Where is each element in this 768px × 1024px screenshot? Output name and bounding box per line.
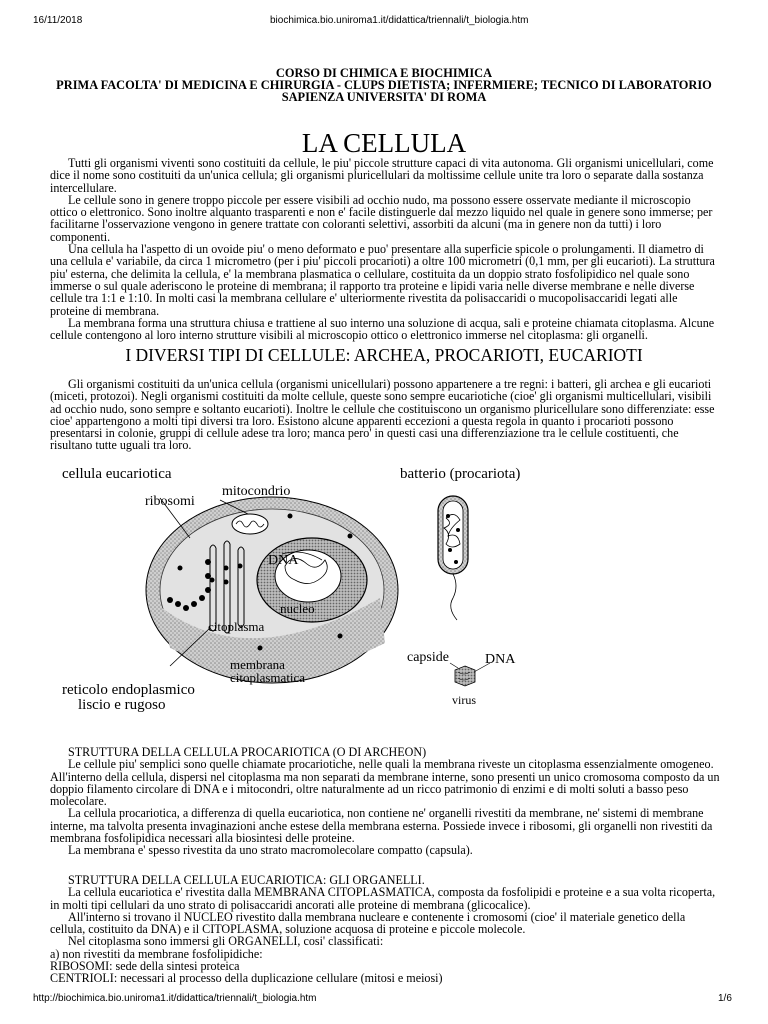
eukaryote-paragraph-3: Nel citoplasma sono immersi gli ORGANELLI, cosi' classificati: (68, 934, 384, 949)
eukaryote-section (50, 874, 720, 985)
label-membrane-1: membrana (230, 657, 285, 672)
eukaryotic-cell-drawing (146, 497, 398, 683)
organelle-line-2: RIBOSOMI: sede della sintesi proteica (50, 959, 240, 974)
section-subtitle: I DIVERSI TIPI DI CELLULE: ARCHEA, PROCARIOTI, EUCARIOTI (125, 345, 643, 365)
intro-section (50, 157, 720, 341)
types-section (50, 378, 720, 452)
label-er-2: liscio e rugoso (78, 697, 166, 713)
prokaryote-section (50, 746, 720, 857)
bacterium-drawing (438, 496, 468, 620)
prokaryote-paragraph-3: La membrana e' spesso rivestita da uno strato macromolecolare compatto (capsula). (68, 843, 473, 858)
organelle-line-3: CENTRIOLI: necessari al processo della duplicazione cellulare (mitosi e meiosi) (50, 971, 443, 986)
types-paragraph: Gli organismi costituiti da un'unica cellula (organismi unicellulari) possono appartenere a tre regni: i batteri, gli archea e gli eucarioti (miceti, protozoi). Negli organismi costituiti da molte cellule, queste sono sempre eucariotiche (cioe' gli organismi multicellulari, visibili ad occhio nudo, sono sempre e soltanto eucarioti). Inoltre le cellule che costituiscono un organismo pluricellulare sono differenziate: esse cioe' appartengono a molti tipi diversi tra loro. Esistono alcune apparenti eccezioni a questa regola in quanto i procarioti possono presentarsi in colonie, gruppi di cellule adese tra loro; manca pero' in questi casi una differenziazione tra le cellule costituenti, che risultano tutte uguali tra loro. (50, 377, 715, 453)
organelle-line-1: a) non rivestiti da membrane fosfolipidiche: (50, 946, 263, 961)
virus-drawing (450, 663, 490, 686)
label-eukaryotic-cell: cellula eucariotica (62, 466, 172, 482)
print-url-footer: http://biochimica.bio.uniroma1.it/didattica/triennali/t_biologia.htm (33, 993, 317, 1004)
eukaryote-heading: STRUTTURA DELLA CELLULA EUCARIOTICA: GLI ORGANELLI. (68, 873, 425, 887)
label-bacterium: batterio (procariota) (400, 466, 521, 482)
intro-paragraph-1: Tutti gli organismi viventi sono costituiti da cellule, le piu' piccole strutture capaci di vita autonoma. Gli organismi unicellulari, come dice il nome sono costituiti da un'unica cellula; gli organismi pluricellulari da moltissime cellule unite tra loro o separate dalla sostanza intercellulare. (50, 156, 714, 195)
course-line-2: PRIMA FACOLTA' DI MEDICINA E CHIRURGIA - CLUPS DIETISTA; INFERMIERE; TECNICO DI LABORATORIO (56, 78, 712, 92)
page-title: LA CELLULA (301, 128, 467, 158)
eukaryote-paragraph-2: All'interno si trovano il NUCLEO rivestito dalla membrana nucleare e contenente i cromosomi (cioe' il materiale genetico della cellula, costituito da DNA) e il CITOPLASMA, soluzione acquosa di proteine e piccole molecole. (50, 909, 686, 937)
page-number: 1/6 (718, 993, 732, 1004)
label-virus-dna: DNA (485, 652, 516, 667)
intro-paragraph-2: Le cellule sono in genere troppo piccole per essere visibili ad occhio nudo, ma possono essere osservate mediante il microscopio ottico o elettronico. Sono inoltre alquanto trasparenti e non e' facile distinguerle dal mezzo liquido nel quale in genere sono immerse; per facilitarne l'osservazione vengono in genere trattate con coloranti selettivi, assorbiti da alcuni (ma in genere non da tutti) i loro componenti. (50, 192, 713, 244)
label-dna: DNA (268, 553, 299, 568)
prokaryote-paragraph-2: La cellula procariotica, a differenza di quella eucariotica, non contiene ne' organelli rivestiti da membrane, ne' sistemi di membrane interne, ma talvolta presenta invaginazioni anche estese della membrana esterna. Possiede invece i ribosomi, gli organelli non rivestiti da membrana fosfolipidica necessari alla biosintesi delle proteine. (50, 806, 713, 846)
label-nucleus: nucleo (280, 601, 315, 616)
label-mitochondrion: mitocondrio (222, 484, 291, 499)
course-line-1: CORSO DI CHIMICA E BIOCHIMICA (275, 66, 493, 80)
label-ribosomes: ribosomi (145, 494, 195, 509)
intro-paragraph-4: La membrana forma una struttura chiusa e trattiene al suo interno una soluzione di acqua, sali e proteine chiamata citoplasma. Alcune cellule contengono al loro interno strutture visibili al microscopio ottico o elettronico immerse nel citoplasma: gli organelli. (50, 315, 715, 343)
label-membrane-2: citoplasmatica (230, 670, 306, 685)
course-line-3: SAPIENZA UNIVERSITA' DI ROMA (281, 90, 487, 104)
prokaryote-paragraph-1: Le cellule piu' semplici sono quelle chiamate procariotiche, nelle quali la membrana riveste un citoplasma essenzialmente omogeneo. All'interno della cellula, dispersi nel citoplasma ma non separati da membrane interne, sono presenti un unico cromosoma composto da un doppio filamento circolare di DNA e i mitocondri, oltre naturalmente ad un ricco patrimonio di enzimi e di molti soluti a basso peso molecolare. (50, 757, 720, 809)
course-heading (0, 67, 768, 103)
intro-paragraph-3: Una cellula ha l'aspetto di un ovoide piu' o meno deformato e puo' presentare alla superficie spicole o prolungamenti. Il diametro di una cellula e' variabile, da circa 1 micrometro (per i piu' piccoli procarioti) a oltre 100 micrometri (0,1 mm, per gli eucarioti). La struttura piu' esterna, che delimita la cellula, e' la membrana plasmatica o cellulare, costituita da un doppio strato fosfolipidico nel quale sono immerse o sul quale aderiscono le proteine di membrana; il rapporto tra proteine e lipidi varia nelle diverse membrane e nelle diverse cellule tra 1:1 e 1:10. In molti casi la membrana cellulare e' ulteriormente rivestita da polisaccaridi o mucopolisaccaridi legati alle proteine di membrana. (50, 242, 715, 318)
eukaryote-paragraph-1: La cellula eucariotica e' rivestita dalla MEMBRANA CITOPLASMATICA, composta da fosfolipidi e proteine e a sua volta ricoperta, in molti tipi cellulari da uno strato di polisaccaridi ancorati alle proteine di membrana (glicocalice). (50, 885, 716, 912)
prokaryote-heading: STRUTTURA DELLA CELLULA PROCARIOTICA (O DI ARCHEON) (68, 745, 427, 759)
label-er-1: reticolo endoplasmico (62, 682, 195, 698)
label-cytoplasm: citoplasma (208, 619, 265, 634)
print-url-header: biochimica.bio.uniroma1.it/didattica/triennali/t_biologia.htm (270, 15, 529, 26)
label-virus: virus (452, 693, 476, 707)
label-capsid: capside (407, 650, 449, 665)
cell-diagram (50, 458, 580, 713)
print-date: 16/11/2018 (33, 15, 83, 26)
